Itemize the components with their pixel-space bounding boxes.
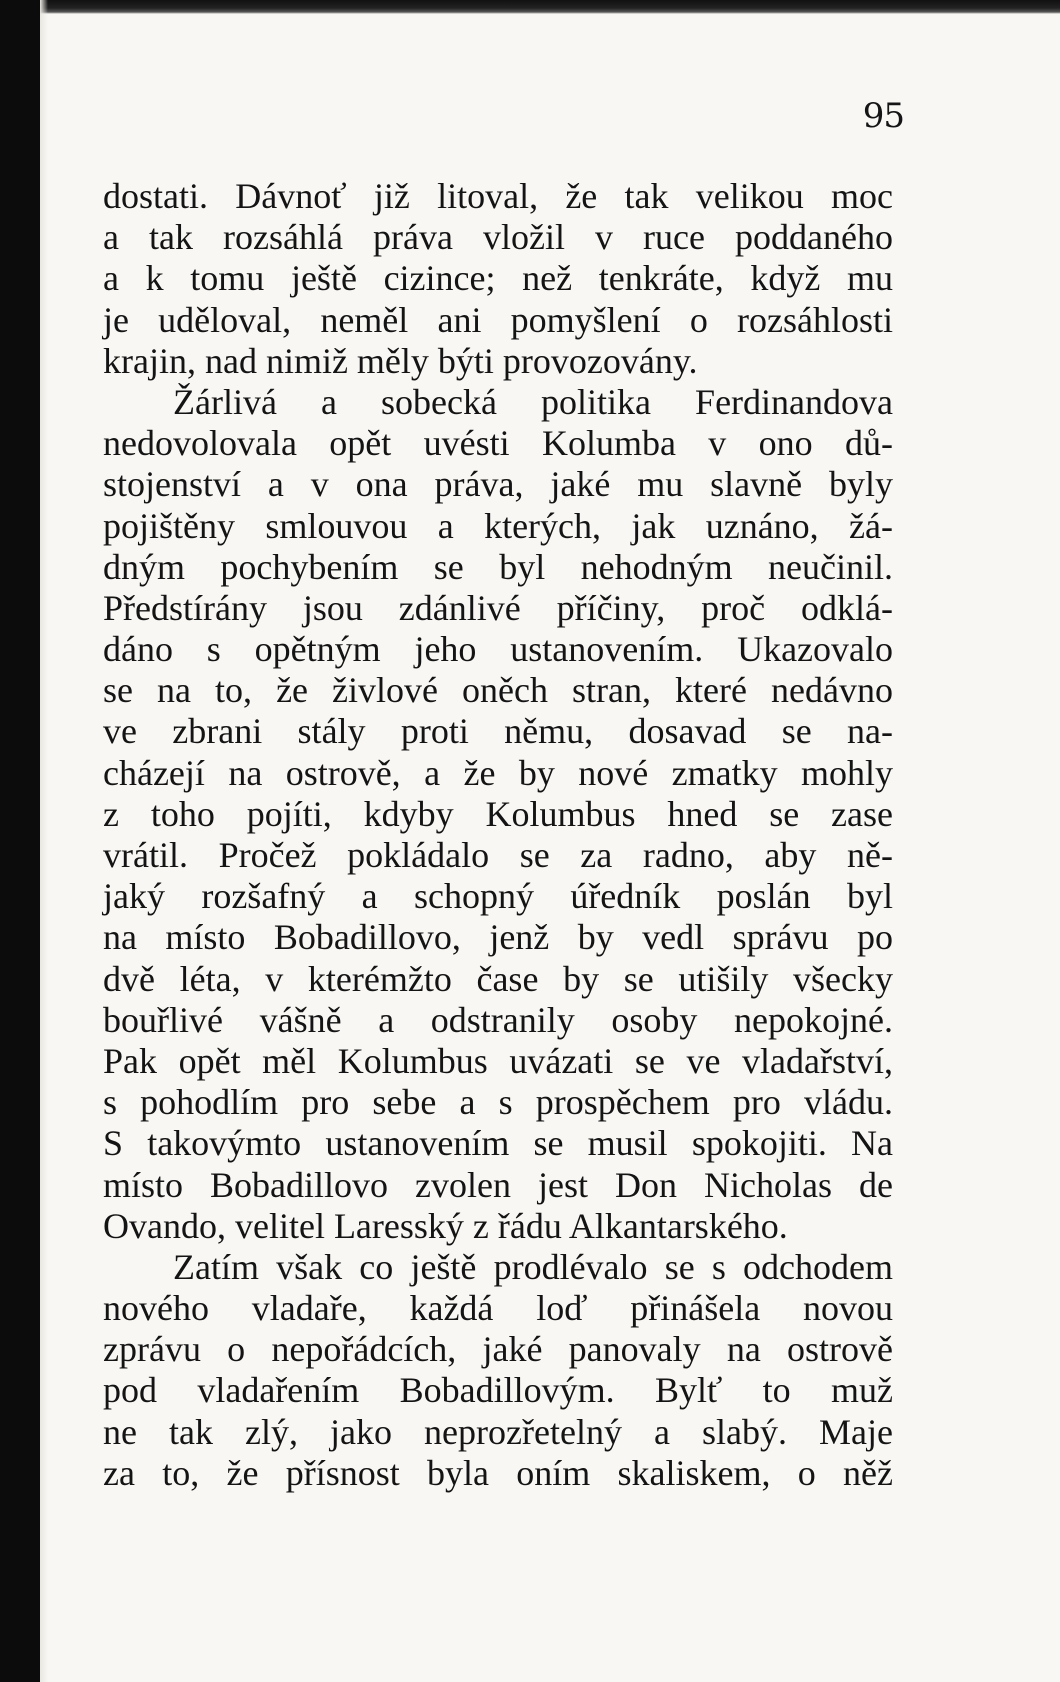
text-line: a tak rozsáhlá práva vložil v ruce poddaného [103, 217, 893, 258]
page-top-edge [0, 0, 1060, 14]
text-line: pod vladařením Bobadillovým. Bylť to muž [103, 1370, 893, 1411]
text-line: Pak opět měl Kolumbus uvázati se ve vladařství, [103, 1040, 893, 1081]
text-line: s pohodlím pro sebe a s prospěchem pro vládu. [103, 1082, 893, 1123]
text-line: bouřlivé vášně a odstranily osoby nepokojné. [103, 999, 893, 1040]
text-line: nového vladaře, každá loď přinášela novou [103, 1288, 893, 1329]
text-line: se na to, že živlové oněch stran, které nedávno [103, 670, 893, 711]
text-line: pojištěny smlouvou a kterých, jak uznáno, žá- [103, 505, 893, 546]
text-line: dostati. Dávnoť již litoval, že tak velikou moc [103, 176, 893, 216]
text-line: z toho pojíti, kdyby Kolumbus hned se zase [103, 793, 893, 834]
book-spine-shadow [0, 0, 40, 1682]
text-line: Ovando, velitel Laresský z řádu Alkantarského. [103, 1205, 788, 1246]
text-line: na místo Bobadillovo, jenž by vedl správu po [103, 917, 893, 958]
body-text [103, 176, 893, 1494]
text-line: ne tak zlý, jako neprozřetelný a slabý. Maje [103, 1411, 893, 1452]
text-line: krajin, nad nimiž měly býti provozovány. [103, 340, 698, 381]
text-line: místo Bobadillovo zvolen jest Don Nicholas de [103, 1164, 893, 1205]
text-line: za to, že přísnost byla oním skaliskem, o něž [103, 1452, 893, 1493]
text-line: Zatím však co ještě prodlévalo se s odchodem [173, 1246, 893, 1287]
text-line: ve zbrani stály proti němu, dosavad se na- [103, 711, 893, 752]
page-number: 95 [862, 96, 904, 136]
text-line: S takovýmto ustanovením se musil spokojiti. Na [103, 1123, 893, 1164]
text-line: Žárlivá a sobecká politika Ferdinandova [173, 381, 893, 422]
text-line: stojenství a v ona práva, jaké mu slavně byly [103, 464, 893, 505]
text-line: je uděloval, neměl ani pomyšlení o rozsáhlosti [103, 299, 893, 340]
text-line: nedovolovala opět uvésti Kolumba v ono dů- [103, 423, 893, 464]
text-line: vrátil. Pročež pokládalo se za radno, aby ně- [103, 835, 893, 875]
text-line: dáno s opětným jeho ustanovením. Ukazovalo [103, 629, 893, 670]
text-line: zprávu o nepořádcích, jaké panovaly na ostrově [103, 1329, 893, 1370]
text-line: a k tomu ještě cizince; než tenkráte, když mu [103, 258, 893, 299]
text-line: dvě léta, v kterémžto čase by se utišily všecky [103, 958, 893, 999]
text-line: dným pochybením se byl nehodným neučinil. [103, 546, 893, 587]
text-line: cházejí na ostrově, a že by nové zmatky mohly [103, 752, 893, 793]
book-spine-highlight [40, 0, 48, 1682]
text-line: jaký rozšafný a schopný úředník poslán byl [103, 876, 893, 917]
text-line: Předstírány jsou zdánlivé příčiny, proč odklá- [103, 587, 893, 628]
